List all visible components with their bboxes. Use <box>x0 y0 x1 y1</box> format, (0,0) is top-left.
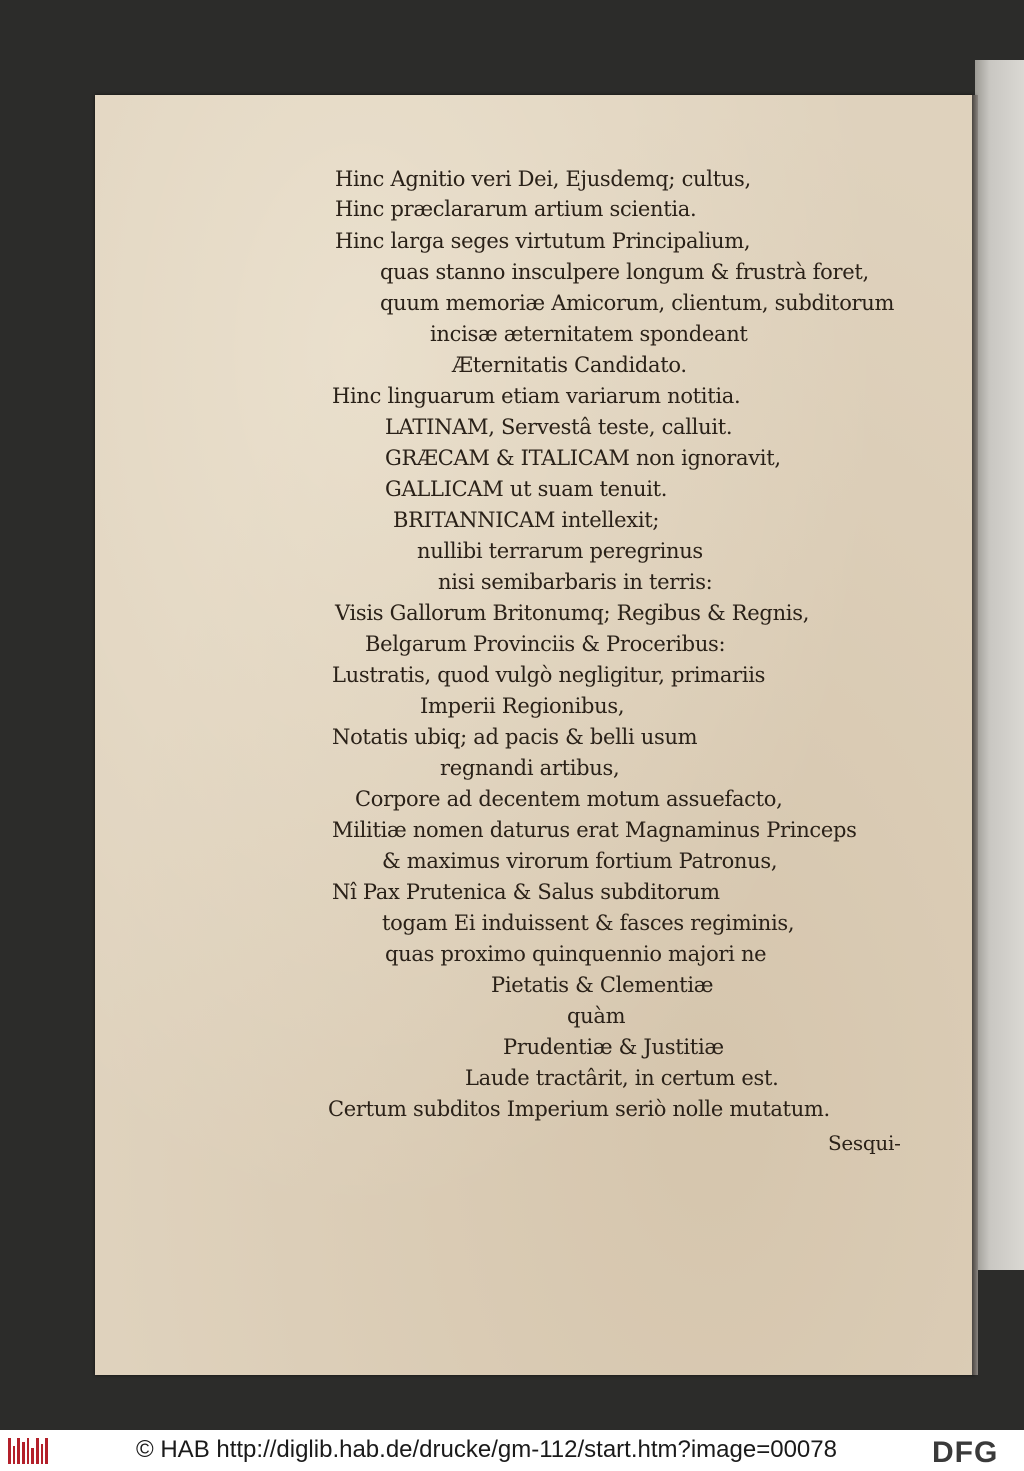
text-line: Certum subditos Imperium seriò nolle mutatum. <box>328 1097 830 1121</box>
text-line: Hinc larga seges virtutum Principalium, <box>335 229 751 253</box>
text-line: togam Ei induissent & fasces regiminis, <box>382 911 795 935</box>
footer-credit-link[interactable]: © HAB http://diglib.hab.de/drucke/gm-112/start.htm?image=00078 <box>136 1436 837 1463</box>
footer-bar <box>0 1430 1024 1471</box>
text-line: nullibi terrarum peregrinus <box>417 539 703 563</box>
text-line: Visis Gallorum Britonumq; Regibus & Regnis, <box>335 601 810 625</box>
catchword: Sesqui- <box>828 1131 901 1155</box>
text-line: LATINAM, Servestâ teste, calluit. <box>385 415 733 439</box>
text-line: Hinc Agnitio veri Dei, Ejusdemq; cultus, <box>335 167 751 191</box>
text-line: Laude tractârit, in certum est. <box>465 1066 779 1090</box>
text-line: Belgarum Provinciis & Proceribus: <box>365 632 726 656</box>
text-line: quàm <box>567 1004 626 1028</box>
page-gutter <box>972 95 978 1375</box>
text-line: GRÆCAM & ITALICAM non ignoravit, <box>385 446 781 470</box>
adjacent-page-edge <box>975 60 1024 1270</box>
document-page <box>95 95 975 1375</box>
text-line: quas proximo quinquennio majori ne <box>385 942 767 966</box>
text-line: incisæ æternitatem spondeant <box>430 322 748 346</box>
text-line: quum memoriæ Amicorum, clientum, subditorum <box>380 291 895 315</box>
text-line: & maximus virorum fortium Patronus, <box>382 849 778 873</box>
text-line: Notatis ubiq; ad pacis & belli usum <box>332 725 698 749</box>
text-line: Lustratis, quod vulgò negligitur, primariis <box>332 663 766 687</box>
text-line: nisi semibarbaris in terris: <box>438 570 713 594</box>
hab-logo-icon <box>8 1438 48 1464</box>
text-line: Imperii Regionibus, <box>420 694 625 718</box>
text-line: Hinc præclararum artium scientia. <box>335 197 697 221</box>
dfg-logo: DFG <box>932 1436 999 1469</box>
text-line: Æternitatis Candidato. <box>452 353 687 377</box>
text-line: regnandi artibus, <box>440 756 620 780</box>
page-text-block <box>95 95 975 1375</box>
text-line: Prudentiæ & Justitiæ <box>503 1035 724 1059</box>
text-line: BRITANNICAM intellexit; <box>393 508 660 532</box>
text-line: quas stanno insculpere longum & frustrà foret, <box>380 260 869 284</box>
text-line: Corpore ad decentem motum assuefacto, <box>355 787 783 811</box>
text-line: Militiæ nomen daturus erat Magnaminus Princeps <box>332 818 857 842</box>
text-line: Hinc linguarum etiam variarum notitia. <box>332 384 741 408</box>
text-line: GALLICAM ut suam tenuit. <box>385 477 668 501</box>
text-line: Pietatis & Clementiæ <box>491 973 714 997</box>
text-line: Nî Pax Prutenica & Salus subditorum <box>332 880 720 904</box>
